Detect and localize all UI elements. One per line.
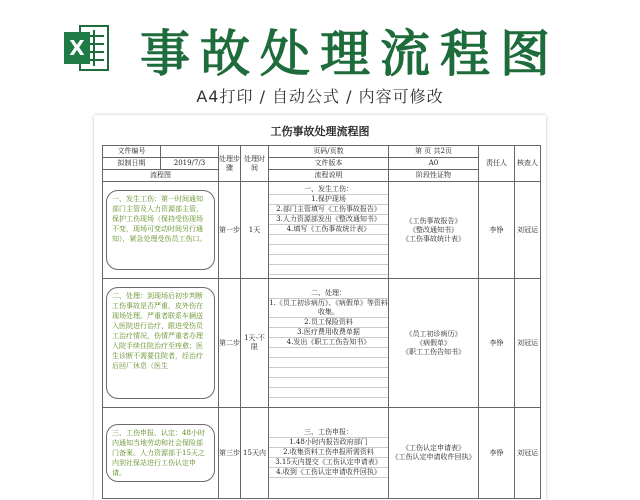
desc-line: 三、工伤申报： [269, 428, 388, 438]
chart-label: 流程图 [103, 170, 219, 182]
desc-line: 1.48小时内报告政府部门 [269, 438, 388, 448]
desc-cell [269, 408, 389, 499]
excel-icon [62, 22, 110, 74]
time-cell: 15天内 [241, 408, 269, 499]
svg-text:X: X [69, 36, 85, 60]
time-col-label: 处理时间 [241, 146, 269, 182]
step-cell: 第一步 [219, 182, 241, 279]
page-title: 事故处理流程图 [140, 25, 560, 83]
desc-line: 2.部门主管填写《工伤事故报告》 [269, 205, 388, 215]
evidence-cell [389, 182, 479, 279]
version-value: A0 [389, 158, 479, 170]
evidence-cell [389, 279, 479, 408]
desc-line: 二、处理： [269, 289, 388, 299]
approver-label: 核查人 [515, 146, 541, 182]
desc-line: 一、发生工伤： [269, 185, 388, 195]
time-cell: 1天 [241, 182, 269, 279]
flow-step-box: 二、处理：到现场后初步判断工伤事故是否严重，皮外伤在现场处理。严重者联系车辆送入医院进行治疗，跟进受伤员工治疗情况，伤情严重者办理入院手续住院治疗至痊愈；医生诊断不需要住院者，经治疗后回厂休息（医生 [106, 287, 215, 399]
flow-step-box: 一、发生工伤：第一时间通知部门主管及人力资源部主管，保护工伤现场（保持受伤现场不变，现场可变动时间另行通知），紧急处理受伤员工伤口。 [106, 190, 215, 270]
evidence-item: 《职工工伤告知书》 [402, 347, 465, 356]
evidence-item: 《工伤事故报告》 [405, 216, 462, 225]
banner [0, 0, 640, 112]
desc-line: 4.填写《工伤事故统计表》 [269, 225, 388, 235]
table-row [103, 182, 541, 279]
step-cell: 第三步 [219, 408, 241, 499]
step-cell: 第二步 [219, 279, 241, 408]
evidence-label: 阶段性证物 [389, 170, 479, 182]
desc-line: 3.15天内提交《工伤认定申请表》 [269, 458, 388, 468]
evidence-item: 《工伤认定申请表》 [402, 444, 465, 452]
flow-table [102, 145, 541, 499]
desc-line: 2.收集资料工伤申报所需资料 [269, 448, 388, 458]
page-value: 第 页 共2页 [389, 146, 479, 158]
owner-cell: 李铮 [479, 182, 515, 279]
desc-line: 1.保护现场 [269, 195, 388, 205]
doc-no-value [161, 146, 219, 158]
desc-line: 2.员工保险资料 [269, 318, 388, 328]
page-label: 页码/页数 [269, 146, 389, 158]
date-label: 拟制日期 [103, 158, 161, 170]
approver-cell: 刘冠运 [515, 182, 541, 279]
approver-cell: 刘冠运 [515, 408, 541, 499]
desc-line: 4.收到《工伤认定申请收件回执》 [269, 468, 388, 478]
date-value: 2019/7/3 [161, 158, 219, 170]
step-col-label: 处理步骤 [219, 146, 241, 182]
doc-no-label: 文件编号 [103, 146, 161, 158]
desc-cell [269, 182, 389, 279]
owner-label: 责任人 [479, 146, 515, 182]
page-subtitle: A4打印 / 自动公式 / 内容可修改 [196, 87, 444, 106]
owner-cell: 李铮 [479, 408, 515, 499]
desc-line: 4.发出《职工工伤告知书》 [269, 338, 388, 348]
table-row [103, 279, 541, 408]
evidence-item: 《工伤认定申请收件回执》 [391, 453, 476, 461]
owner-cell: 李铮 [479, 279, 515, 408]
desc-line: 3.人力资源部发出《整改通知书》 [269, 215, 388, 225]
desc-label: 流程说明 [269, 170, 389, 182]
document-sheet [94, 115, 546, 500]
evidence-item: 《病假单》 [416, 338, 451, 347]
time-cell: 1天-不限 [241, 279, 269, 408]
approver-cell: 刘冠运 [515, 279, 541, 408]
desc-cell [269, 279, 389, 408]
desc-line: 3.医疗费用收费单据 [269, 328, 388, 338]
desc-line: 1.《员工初诊病历》、《病假单》等资料收集。 [269, 298, 388, 316]
table-row [103, 408, 541, 499]
version-label: 文件版本 [269, 158, 389, 170]
evidence-item: 《工伤事故统计表》 [402, 234, 465, 243]
evidence-item: 《员工初诊病历》 [405, 329, 462, 338]
evidence-cell [389, 408, 479, 499]
evidence-item: 《整改通知书》 [409, 225, 458, 234]
sheet-title: 工伤事故处理流程图 [270, 125, 370, 138]
flow-step-box: 三、工伤申报、认定：48小时内通知当地劳动和社会保险部门备案。人力资源部于15天之内到社保站进行工伤认定申请。 [106, 424, 215, 482]
